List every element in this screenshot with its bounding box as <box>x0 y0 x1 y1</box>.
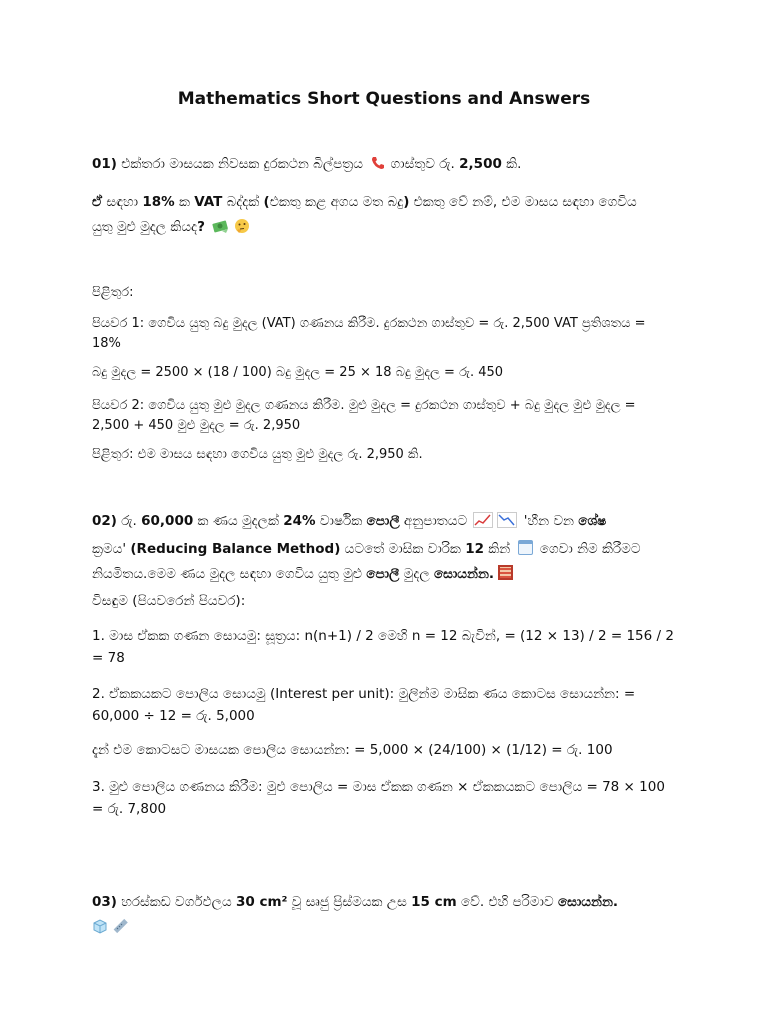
question-2-kramaya: ක්‍රමය' <box>92 541 131 557</box>
question-3-height: 15 cm <box>411 894 457 910</box>
question-3-text-2: වූ සෘජු ප්‍රිස්මයක උස <box>287 894 412 910</box>
ice-cube-icon <box>92 918 108 943</box>
question-3-area: 30 cm² <box>235 894 288 910</box>
abacus-icon <box>498 565 513 580</box>
question-1-line-2 <box>92 190 676 215</box>
question-1-body <box>92 190 676 243</box>
question-3-line-2 <box>92 915 676 943</box>
question-1-number: 01) <box>92 156 117 172</box>
question-3-text-1: හරස්කඩ වර්ගඵලය <box>116 894 236 910</box>
question-3-text-3: වේ. එහි පරිමාව <box>456 894 558 910</box>
question-2-soyanna: සොයන්න. <box>433 566 495 582</box>
question-1-line-1 <box>92 152 676 180</box>
question-2-method: (Reducing Balance Method) <box>130 541 341 557</box>
answer-1-step-1: පියවර 1: ගෙවිය යුතු බදු මුදල (VAT) ගණනය කිරීම. දුරකථන ගාස්තුව = රු. 2,500 VAT ප්‍රතිශතය = 18% <box>92 316 646 351</box>
question-3 <box>92 890 676 943</box>
question-1-ka: ක <box>174 194 195 210</box>
question-2-text-4: අනුපාතයට <box>399 513 472 529</box>
question-3-number: 03) <box>92 894 117 910</box>
question-2-text-1: රු. <box>116 513 142 529</box>
question-1-question-mark: ? <box>197 219 205 235</box>
question-2-line-1 <box>92 509 676 537</box>
answer-2-step-2b: දැන් එම කොටසට මාසයක පොලිය සොයන්න: = 5,000 × (24/100) × (1/12) = රු. 100 <box>92 742 613 758</box>
question-1-baddak: බද්දක් <box>222 194 264 210</box>
question-2-amount: 60,000 <box>141 513 194 529</box>
ruler-icon <box>112 918 128 943</box>
answer-2-step-1: 1. මාස ඒකක ගණන සොයමු: සූත්‍රය: n(n+1) / 2 මෙහි n = 12 බැවින්, = (12 × 13) / 2 = 156 / 2 = 78 <box>92 628 674 666</box>
question-1-line-3 <box>92 215 676 243</box>
answer-1-final: පිළිතුර: එම මාසය සඳහා ගෙවිය යුතු මුළු මුදල රු. 2,950 කි. <box>92 447 423 462</box>
question-1-amount: 2,500 <box>459 156 502 172</box>
answer-1-label: පිළිතුර: <box>92 285 134 300</box>
question-2-line-2-end: ගෙවා නිම කිරීමට <box>535 541 641 557</box>
question-1-text-2: ගාස්තුව රු. <box>390 156 460 172</box>
question-1-sadaha: සඳහා <box>102 194 143 210</box>
phone-icon <box>370 155 386 180</box>
question-2-percent: 24% <box>283 513 316 529</box>
answer-1-calc: බදු මුදල = 2500 × (18 / 100) බදු මුදල = 25 × 18 බදු මුදල = රු. 450 <box>92 365 504 380</box>
question-1-vat: VAT <box>194 194 223 210</box>
question-2-installments: 12 <box>465 541 484 557</box>
question-2-poli: පොලී <box>366 513 400 529</box>
question-2-quote: 'හීන වන <box>519 513 579 529</box>
question-1 <box>92 152 676 180</box>
question-1-question: යුතු මුළු මුදල කියද <box>92 219 198 235</box>
question-1-text: එක්තරා මාසයක නිවසක දුරකථන බිල්පත්‍රය <box>121 156 368 172</box>
answer-2-label: විසඳුම (පියවරෙන් පියවර): <box>92 593 246 609</box>
question-2-poli-2: පොලී <box>366 566 400 582</box>
question-2-line-2-text: යටතේ මාසික වාරික <box>340 541 466 557</box>
question-1-tail: එකතු වේ නම්, එම මාසය සඳහා ගෙවිය <box>409 194 637 210</box>
question-2-line-3 <box>92 562 676 587</box>
question-1-paren-text: එකතු කළ අගය මත බදු <box>269 194 404 210</box>
question-2 <box>92 509 676 587</box>
question-2-line-2 <box>92 537 676 562</box>
question-1-start: ඒ <box>92 194 103 210</box>
chart-increasing-icon <box>473 512 493 537</box>
answer-2-step-3: 3. මුළු පොලිය ගණනය කිරීම: මුළු පොලිය = මාස ඒකක ගණන × ඒකකයකට පොලිය = 78 × 100 = රු. 7,800 <box>92 779 665 817</box>
question-2-text-2: ක ණය මුදලක් <box>193 513 284 529</box>
document-title: Mathematics Short Questions and Answers <box>177 89 591 109</box>
answer-2-step-2: 2. ඒකකයකට පොලිය සොයමු (Interest per unit): මුලින්ම මාසික ණය කොටස සොයන්න: = 60,000 ÷ 12 = රු. 5,000 <box>92 686 636 724</box>
question-2-text-3: වාර්ෂික <box>315 513 367 529</box>
question-3-soyanna: සොයන්න. <box>557 894 619 910</box>
chart-decreasing-icon <box>497 512 517 537</box>
question-1-end: කි. <box>506 156 522 172</box>
thinking-face-icon <box>234 218 250 243</box>
question-2-number: 02) <box>92 513 117 529</box>
question-1-percent: 18% <box>142 194 175 210</box>
question-2-kin: කින් <box>483 541 515 557</box>
money-icon <box>212 218 229 243</box>
question-1-paren-open: ( <box>263 194 270 210</box>
calendar-icon <box>518 540 533 555</box>
question-3-line-1 <box>92 890 676 915</box>
question-2-sesha: ශේෂ <box>578 513 607 529</box>
question-2-line-3-text: නියමිතය.මෙම ණය මුදල සඳහා ගෙවිය යුතු මුළු <box>92 566 367 582</box>
answer-1-step-2: පියවර 2: ගෙවිය යුතු මුළු මුදල ගණනය කිරීම. මුළු මුදල = දුරකථන ගාස්තුව + බදු මුදල මුළු මුදල = 2,500 + 450 මුළු මුදල = රු. 2,950 <box>92 398 636 433</box>
question-1-paren-close: ) <box>403 194 410 210</box>
question-2-mudala: මුදල <box>399 566 434 582</box>
